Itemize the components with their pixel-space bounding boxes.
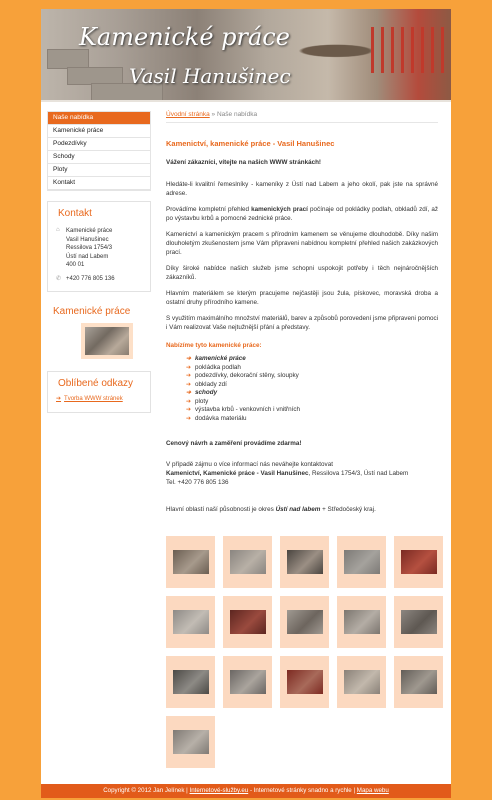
service-item: ➔ kamenické práce	[186, 355, 438, 364]
services-list	[186, 355, 438, 423]
page-title: Kamenictví, kamenické práce - Vasil Hanušinec	[166, 139, 335, 148]
service-item: ➔ schody	[186, 389, 438, 398]
banner-rail	[371, 27, 374, 73]
experience-paragraph: Kamenictví a kamenickým pracem s přírodním kamenem se věnujeme dlouhodobě. Díky našim dlouholetým zkušenostem jsme Vám připraveni nabídnou kompletní přehled našich zakázkových prací.	[166, 231, 438, 256]
address-line: Kamenické práce	[66, 228, 113, 234]
service-item: ➔ výstavba krbů - venkovních i vnitřních	[186, 406, 438, 415]
breadcrumb-separator: »	[211, 111, 216, 118]
gallery-thumbnail[interactable]	[166, 716, 215, 768]
main-content	[166, 111, 438, 768]
home-icon: ⌂	[56, 227, 60, 233]
brand-title: Kamenické práce	[79, 23, 290, 51]
contact-address	[56, 227, 144, 270]
gallery-photo	[287, 550, 323, 574]
footer-link-internetove-sluzby[interactable]: Internetové-služby.eu	[189, 787, 249, 794]
sidebar	[47, 111, 151, 413]
gallery-photo	[401, 670, 437, 694]
banner-rail	[401, 27, 404, 73]
footer-copyright: Copyright © 2012 Jan Jelínek |	[103, 787, 190, 794]
gallery-thumbnail[interactable]	[394, 596, 443, 648]
gallery-thumbnail[interactable]	[394, 536, 443, 588]
gallery-thumbnail[interactable]	[337, 656, 386, 708]
contact-box	[47, 201, 151, 292]
footer-middle-text: - Internetové stránky snadno a rychle |	[248, 787, 357, 794]
gallery-thumbnail[interactable]	[166, 596, 215, 648]
side-gallery-thumbnail[interactable]	[81, 323, 133, 359]
gallery-thumbnail[interactable]	[394, 656, 443, 708]
contact-heading: Kontakt	[58, 208, 92, 219]
service-item: ➔ dodávka materiálu	[186, 415, 438, 424]
footer-link-mapa-webu[interactable]: Mapa webu	[356, 787, 389, 794]
breadcrumb-home[interactable]: Úvodní stránka	[166, 111, 210, 118]
gallery-photo	[401, 550, 437, 574]
menu-item-podezdivky[interactable]: Podezdívky	[48, 138, 150, 151]
link-label: Tvorba WWW stránek	[64, 395, 123, 402]
material-paragraph: Hlavním materiálem se kterým pracujeme nejčastěji jsou žula, pískovec, moravská droba a ostatní druhy přírodního kamene.	[166, 290, 438, 306]
service-item: ➔ podezdívky, dekorační stěny, sloupky	[186, 372, 438, 381]
gallery-photo	[287, 610, 323, 634]
gallery-photo	[344, 550, 380, 574]
service-item: ➔ obklady zdí	[186, 381, 438, 390]
banner-rail	[421, 27, 424, 73]
address-line: Ústí nad Labem	[66, 253, 109, 260]
side-gallery-heading: Kamenické práce	[53, 306, 131, 317]
menu-item-nase-nabidka[interactable]: Naše nabídka	[48, 112, 150, 125]
gallery-photo	[173, 670, 209, 694]
services-paragraph: Provádíme kompletní přehled kamenických prací počínaje od pokládky podlah, obkladů zdí, až po výstavbu krbů a pomocné zednické práce.	[166, 206, 438, 222]
gallery-thumbnail[interactable]	[223, 596, 272, 648]
contact-phone	[56, 275, 144, 284]
menu-item-ploty[interactable]: Ploty	[48, 164, 150, 177]
address-line: Ressilova 1754/3	[66, 245, 113, 251]
banner-rail	[391, 27, 394, 73]
arrow-right-icon: ➔	[56, 396, 62, 402]
contact-intro: V případě zájmu o více informací nás neváhejte kontaktovat	[166, 461, 333, 468]
gallery-photo	[287, 670, 323, 694]
link-tvorba-www[interactable]	[56, 395, 144, 402]
gallery-photo	[173, 550, 209, 574]
header-banner[interactable]	[41, 9, 451, 102]
gallery-photo	[401, 610, 437, 634]
gallery-photo	[230, 550, 266, 574]
phone-icon: ✆	[56, 275, 62, 282]
contact-line: Kamenictví, Kamenické práce - Vasil Hanušinec, Ressilova 1754/3, Ústí nad Labem	[166, 470, 409, 477]
gallery-photo	[173, 610, 209, 634]
offer-paragraph: Díky široké nabídce našich služeb jsme schopni uspokojit potřeby i těch nejnáročnějších zákazníků.	[166, 265, 438, 281]
brand-subtitle: Vasil Hanušinec	[129, 64, 291, 88]
banner-rail	[441, 27, 444, 73]
gallery-photo	[344, 610, 380, 634]
main-menu	[47, 111, 151, 191]
banner-rail	[411, 27, 414, 73]
gallery-thumbnail[interactable]	[223, 536, 272, 588]
gallery-thumbnail[interactable]	[337, 536, 386, 588]
photo-gallery	[166, 536, 438, 768]
gallery-thumbnail[interactable]	[166, 656, 215, 708]
welcome-text: Vážení zákazníci, vítejte na našich WWW stránkách!	[166, 159, 322, 166]
service-item: ➔ ploty	[186, 398, 438, 407]
contact-tel: Tel. +420 776 805 136	[166, 479, 229, 486]
banner-stone	[47, 49, 89, 69]
banner-rail	[381, 27, 384, 73]
footer	[41, 784, 451, 798]
closing-paragraph: S využitím maximálního množství materiálů, barev a způsobů porovedení jsme připraveni pomoci i Vám realizovat Vaše nejtužnější přání a představy.	[166, 315, 438, 331]
breadcrumb-current: Naše nabídka	[216, 111, 258, 118]
address-line: 400 01	[66, 262, 85, 268]
address-line: Vasil Hanušinec	[66, 236, 109, 243]
gallery-thumbnail[interactable]	[223, 656, 272, 708]
favorites-box	[47, 371, 151, 413]
area-paragraph: Hlavní oblastí naší působnosti je okres Ústí nad labem + Středočeský kraj.	[166, 506, 376, 513]
banner-rail	[431, 27, 434, 73]
breadcrumb-divider	[166, 122, 438, 123]
header-divider	[41, 100, 451, 102]
gallery-thumbnail[interactable]	[166, 536, 215, 588]
gallery-thumbnail[interactable]	[280, 596, 329, 648]
menu-item-schody[interactable]: Schody	[48, 151, 150, 164]
free-quote-text: Cenový návrh a zaměření provádíme zdarma!	[166, 440, 302, 447]
intro-paragraph: Hledáte-li kvalitní řemeslníky - kameníky z Ústí nad Labem a jeho okolí, pak jste na správné adrese.	[166, 181, 438, 197]
page	[41, 9, 451, 794]
menu-item-kontakt[interactable]: Kontakt	[48, 177, 150, 190]
services-heading: Nabízíme tyto kamenické práce:	[166, 342, 262, 349]
gallery-thumbnail[interactable]	[337, 596, 386, 648]
gallery-photo	[230, 610, 266, 634]
breadcrumb	[166, 111, 438, 118]
menu-item-kamenicke-prace[interactable]: Kamenické práce	[48, 125, 150, 138]
gallery-thumbnail[interactable]	[280, 536, 329, 588]
service-item: ➔ pokládka podlah	[186, 364, 438, 373]
gallery-photo	[344, 670, 380, 694]
gallery-photo	[230, 670, 266, 694]
favorites-heading: Oblíbené odkazy	[58, 378, 134, 389]
gallery-photo	[173, 730, 209, 754]
phone-number: +420 776 805 136	[66, 275, 115, 282]
gallery-thumbnail[interactable]	[280, 656, 329, 708]
